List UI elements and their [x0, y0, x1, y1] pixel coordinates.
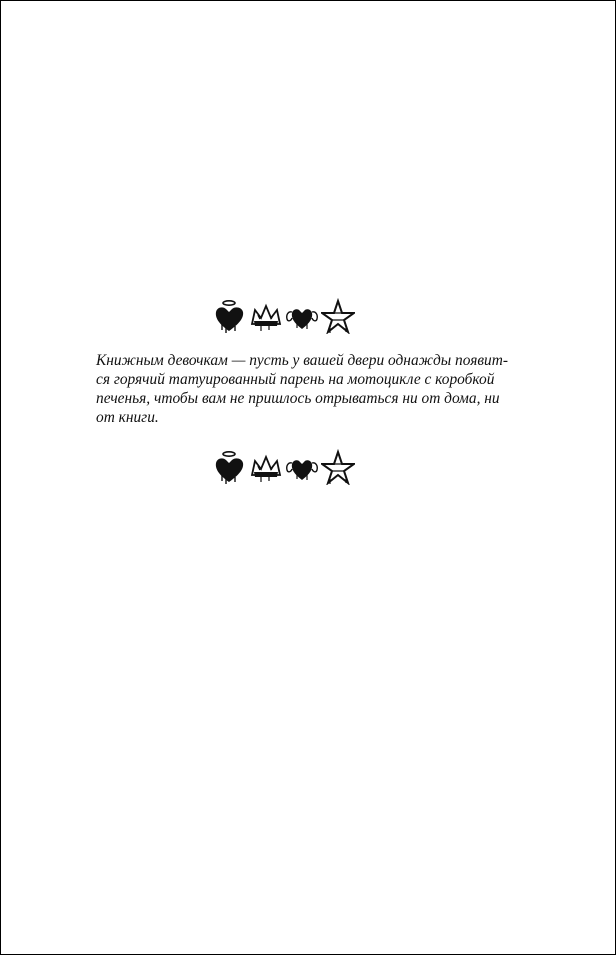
crown-icon	[249, 298, 283, 334]
star-icon	[321, 298, 355, 334]
star-icon	[321, 449, 355, 485]
ornament-bottom	[213, 449, 361, 485]
dedication-line: Книжным девочкам — пусть у вашей двери однажды появит-	[96, 352, 508, 369]
dedication-line: печенья, чтобы вам не пришлось отрываться ни от дома, ни	[96, 390, 500, 407]
angel-heart-icon	[213, 298, 247, 334]
winged-heart-icon	[285, 449, 319, 485]
crown-icon	[249, 449, 283, 485]
winged-heart-icon	[285, 298, 319, 334]
dedication-line: от книги.	[96, 409, 159, 426]
ornament-top	[213, 298, 361, 334]
dedication-line: ся горячий татуированный парень на мотоцикле с коробкой	[96, 371, 495, 388]
dedication-text	[96, 351, 508, 427]
angel-heart-icon	[213, 449, 247, 485]
